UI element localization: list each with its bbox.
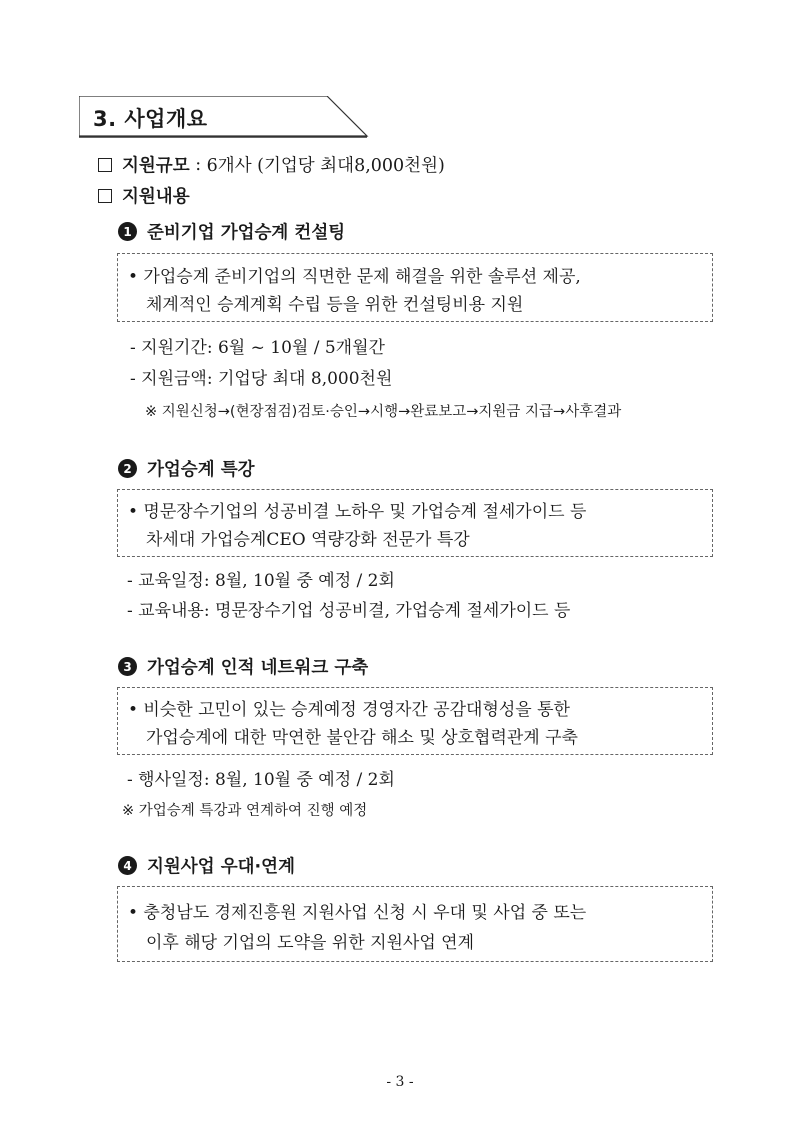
item-1-process-note: ※ 지원신청→(현장점검)검토·승인→시행→완료보고→지원금 지급→사후결과 bbox=[145, 404, 622, 420]
item-3-heading bbox=[118, 654, 368, 679]
box-line: • 가업승계 준비기업의 직면한 문제 해결을 위한 솔루션 제공, bbox=[128, 267, 581, 287]
circled-number-1-icon: 1 bbox=[118, 222, 137, 241]
box-line: 이후 해당 기업의 도약을 위한 지원사업 연계 bbox=[146, 933, 475, 953]
item-3-note: ※ 가업승계 특강과 연계하여 진행 예정 bbox=[122, 803, 368, 819]
item-2-heading bbox=[118, 456, 255, 481]
circled-number-3-icon: 3 bbox=[118, 657, 137, 676]
circled-number-4-icon: 4 bbox=[118, 856, 137, 875]
item-title: 가업승계 특강 bbox=[147, 460, 255, 480]
box-line: • 충청남도 경제진흥원 지원사업 신청 시 우대 및 사업 중 또는 bbox=[128, 903, 587, 923]
overview-label: 지원규모 bbox=[122, 156, 190, 176]
overview-value: 6개사 (기업당 최대8,000천원) bbox=[206, 156, 445, 176]
item-1-detail-period: - 지원기간: 6월 ~ 10월 / 5개월간 bbox=[130, 338, 385, 358]
page-number: - 3 - bbox=[386, 1074, 414, 1090]
item-1-heading bbox=[118, 219, 345, 244]
circled-number-2-icon: 2 bbox=[118, 459, 137, 478]
section-title: 3. 사업개요 bbox=[93, 107, 208, 131]
item-1-description-box bbox=[117, 253, 713, 322]
overview-row-content bbox=[98, 183, 190, 208]
checkbox-square-icon bbox=[98, 158, 112, 172]
overview-label: 지원내용 bbox=[122, 187, 190, 207]
item-1-detail-amount: - 지원금액: 기업당 최대 8,000천원 bbox=[130, 369, 393, 389]
checkbox-square-icon bbox=[98, 189, 112, 203]
item-3-description-box bbox=[117, 687, 713, 755]
box-line: • 비슷한 고민이 있는 승계예정 경영자간 공감대형성을 통한 bbox=[128, 700, 570, 720]
item-2-detail-content: - 교육내용: 명문장수기업 성공비결, 가업승계 절세가이드 등 bbox=[127, 601, 571, 621]
overview-separator: : bbox=[189, 154, 207, 175]
box-line: 가업승계에 대한 막연한 불안감 해소 및 상호협력관계 구축 bbox=[146, 728, 578, 748]
overview-row-scale bbox=[98, 152, 445, 177]
box-line: • 명문장수기업의 성공비결 노하우 및 가업승계 절세가이드 등 bbox=[128, 502, 587, 522]
item-title: 지원사업 우대·연계 bbox=[147, 857, 295, 877]
box-line: 차세대 가업승계CEO 역량강화 전문가 특강 bbox=[146, 530, 470, 550]
item-title: 가업승계 인적 네트워크 구축 bbox=[147, 658, 369, 678]
item-3-detail-schedule: - 행사일정: 8월, 10월 중 예정 / 2회 bbox=[127, 770, 395, 790]
box-line: 체계적인 승계계획 수립 등을 위한 컨설팅비용 지원 bbox=[146, 295, 524, 315]
item-2-detail-schedule: - 교육일정: 8월, 10월 중 예정 / 2회 bbox=[127, 571, 395, 591]
item-title: 준비기업 가업승계 컨설팅 bbox=[147, 223, 346, 243]
item-4-description-box bbox=[117, 886, 713, 962]
item-2-description-box bbox=[117, 489, 713, 557]
section-header bbox=[79, 96, 369, 138]
item-4-heading bbox=[118, 853, 295, 878]
